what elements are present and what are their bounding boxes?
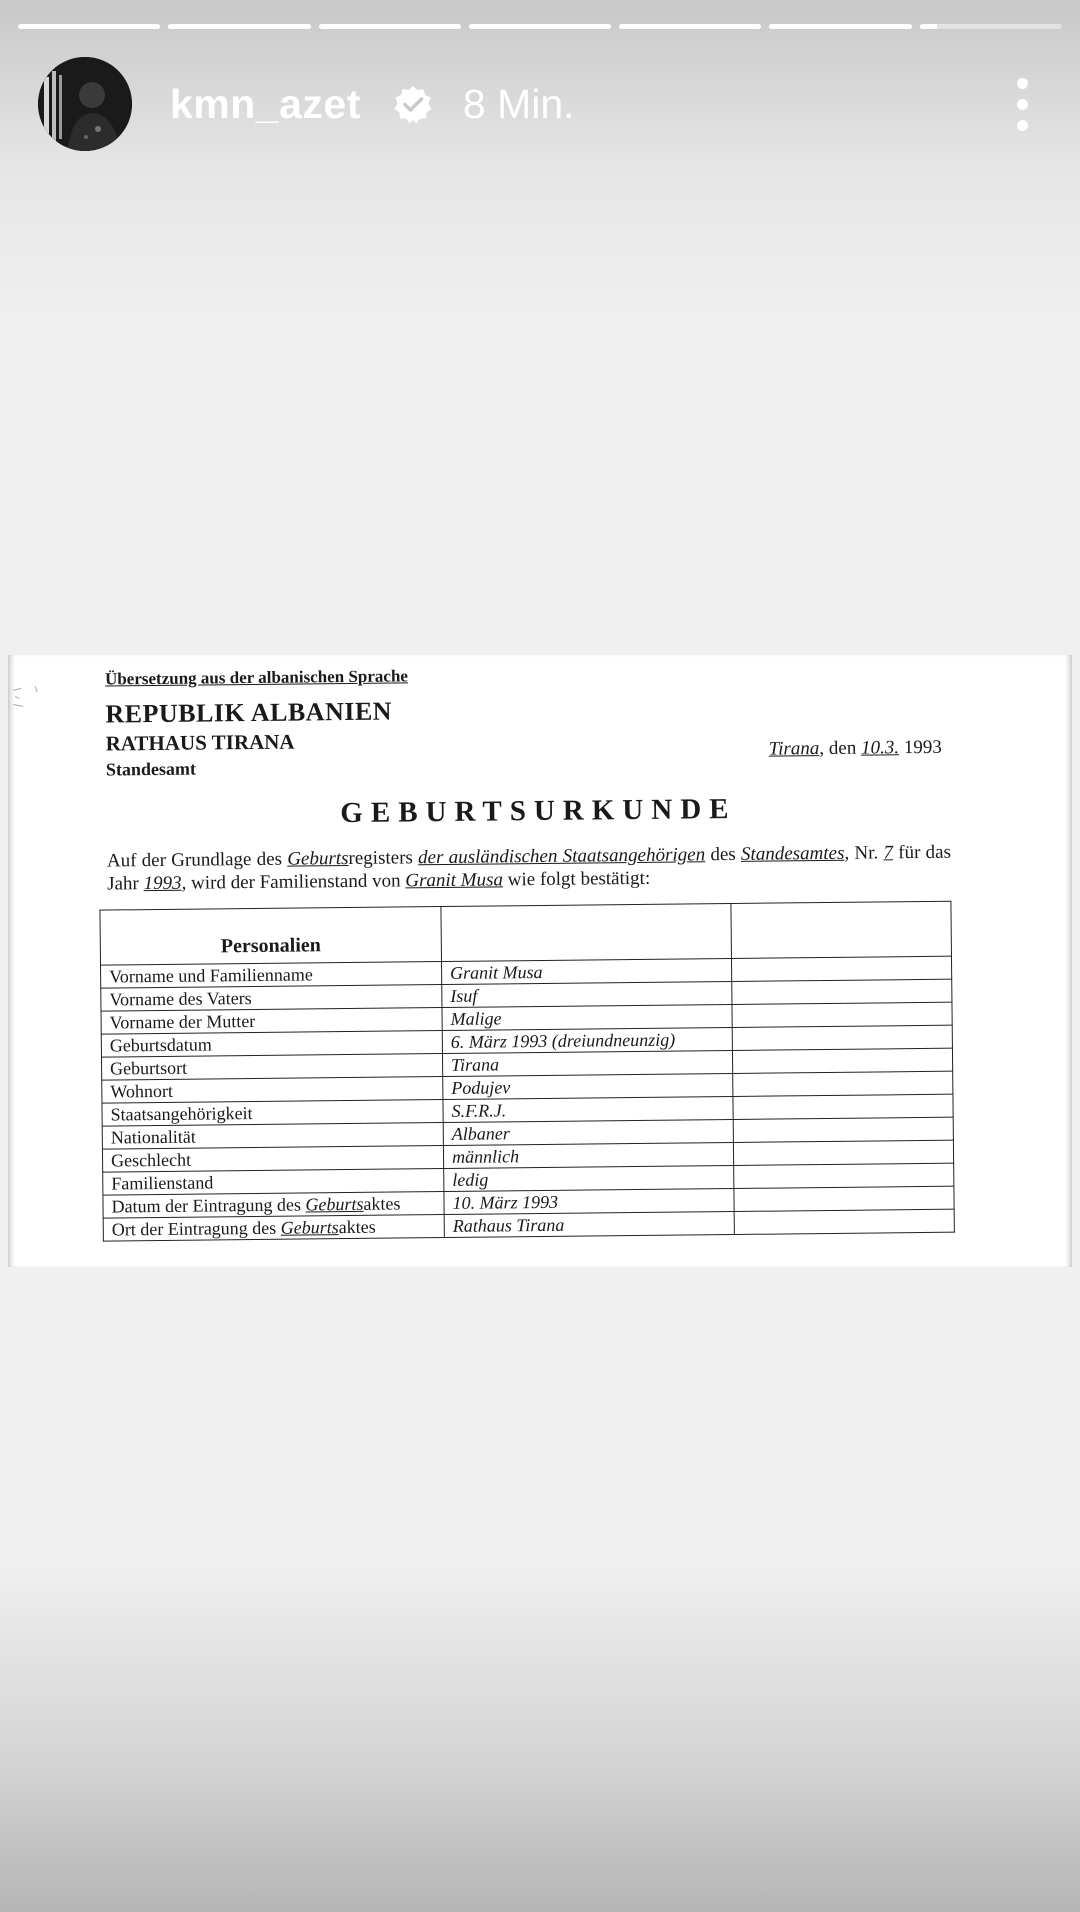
- intro-text: des: [705, 843, 742, 866]
- story-segment-fill: [18, 24, 160, 29]
- intro-text: für das Jahr: [107, 841, 956, 895]
- row-value: 10. März 1993: [444, 1188, 735, 1214]
- story-progress-bar: [18, 24, 1062, 30]
- story-segment: [920, 24, 1062, 29]
- row-value: ledig: [444, 1165, 735, 1191]
- row-empty: [734, 1163, 954, 1188]
- document-title: GEBURTSURKUNDE: [340, 792, 737, 830]
- row-value: männlich: [443, 1142, 734, 1168]
- table-header: Personalien: [100, 907, 442, 966]
- document-page: [8, 655, 1072, 1267]
- row-value: Rathaus Tirana: [444, 1211, 735, 1237]
- story-segment: [168, 24, 310, 29]
- row-empty: [733, 1048, 953, 1073]
- scan-artifact-icon: [11, 684, 51, 724]
- more-vertical-icon: [1017, 99, 1028, 110]
- birth-certificate-image: [8, 655, 1072, 1267]
- row-empty: [733, 1071, 953, 1096]
- row-value: 6. März 1993 (dreiundneunzig): [442, 1027, 733, 1053]
- story-segment-fill: [769, 24, 911, 29]
- row-label-text: aktes: [363, 1193, 401, 1214]
- row-value: Albaner: [443, 1119, 734, 1145]
- row-value: Granit Musa: [442, 958, 733, 984]
- intro-text: Auf der Grundlage des: [106, 848, 288, 872]
- issue-date: 10.3.: [860, 737, 900, 759]
- issue-city: Tirana: [768, 738, 820, 760]
- row-empty: [734, 1117, 954, 1142]
- table-header-row: [100, 901, 952, 965]
- row-label: Vorname und Familienname: [101, 962, 442, 989]
- post-time: 8 Min.: [462, 80, 575, 127]
- intro-text: wie folgt bestätigt:: [502, 867, 651, 891]
- story-segment-fill: [920, 24, 937, 29]
- translation-note: Übersetzung aus der albanischen Sprache: [104, 666, 408, 689]
- avatar[interactable]: [38, 57, 132, 151]
- story-header: [38, 56, 1042, 152]
- row-empty: [735, 1209, 955, 1234]
- row-value: Tirana: [442, 1050, 733, 1076]
- story-segment: [469, 24, 611, 29]
- story-segment: [769, 24, 911, 29]
- personal-data-table: [99, 901, 954, 1242]
- table-header-empty: [441, 903, 732, 961]
- issuer-authority: RATHAUS TIRANA: [105, 729, 295, 756]
- row-label: Wohnort: [102, 1077, 443, 1104]
- table-header-empty: [731, 901, 951, 958]
- row-value: Podujev: [443, 1073, 734, 1099]
- intro-text: , Nr.: [844, 842, 884, 864]
- more-vertical-icon: [1017, 78, 1028, 89]
- intro-emphasis: 7: [883, 842, 894, 864]
- intro-text: , wird der Familienstand von: [181, 870, 406, 894]
- row-empty: [732, 979, 952, 1004]
- row-label: [103, 1192, 444, 1219]
- row-empty: [733, 1094, 953, 1119]
- row-label-text: Datum der Eintragung des: [111, 1194, 306, 1217]
- row-value: Isuf: [442, 981, 733, 1007]
- story-segment: [18, 24, 160, 29]
- row-label-text: Ort der Eintragung des: [111, 1217, 281, 1240]
- row-empty: [734, 1186, 954, 1211]
- story-segment: [619, 24, 761, 29]
- row-label: [103, 1215, 444, 1242]
- row-empty: [734, 1140, 954, 1165]
- verified-badge-icon: [393, 84, 433, 124]
- intro-emphasis: Geburts: [287, 848, 349, 870]
- row-label-emphasis: Geburts: [280, 1217, 339, 1238]
- row-label-emphasis: Geburts: [305, 1193, 364, 1215]
- profile-photo-icon: [38, 57, 132, 151]
- story-segment-fill: [619, 24, 761, 29]
- issue-dateline: [769, 737, 942, 761]
- intro-emphasis: der ausländischen Staatsangehörigen: [418, 844, 706, 869]
- row-value: S.F.R.J.: [443, 1096, 734, 1122]
- story-segment-fill: [469, 24, 611, 29]
- story-segment-fill: [168, 24, 310, 29]
- issuer-office: Standesamt: [105, 758, 197, 780]
- row-empty: [732, 1002, 952, 1027]
- issue-date-separator: , den: [819, 737, 862, 760]
- issue-year: 1993: [898, 736, 942, 759]
- intro-text: registers: [348, 847, 419, 869]
- username[interactable]: kmn_azet: [170, 80, 361, 127]
- story-segment-fill: [319, 24, 461, 29]
- row-label: Geschlecht: [102, 1146, 443, 1173]
- more-vertical-icon: [1017, 120, 1028, 131]
- row-label: Geburtsort: [101, 1054, 442, 1081]
- intro-paragraph: [106, 841, 956, 896]
- row-label: Vorname des Vaters: [101, 985, 442, 1012]
- row-label: Familienstand: [103, 1169, 444, 1196]
- intro-emphasis: 1993: [143, 872, 182, 895]
- row-empty: [733, 1025, 953, 1050]
- intro-emphasis: Granit Musa: [405, 869, 504, 892]
- row-label: Nationalität: [102, 1123, 443, 1150]
- issuer-country: REPUBLIK ALBANIEN: [105, 696, 393, 729]
- more-options-button[interactable]: [1002, 74, 1042, 134]
- row-value: Malige: [442, 1004, 733, 1030]
- story-segment: [319, 24, 461, 29]
- row-empty: [732, 956, 952, 981]
- intro-emphasis: Standesamtes: [740, 842, 845, 865]
- row-label: Geburtsdatum: [101, 1031, 442, 1058]
- row-label: Staatsangehörigkeit: [102, 1100, 443, 1127]
- row-label-text: aktes: [338, 1216, 376, 1238]
- row-label: Vorname der Mutter: [101, 1008, 442, 1035]
